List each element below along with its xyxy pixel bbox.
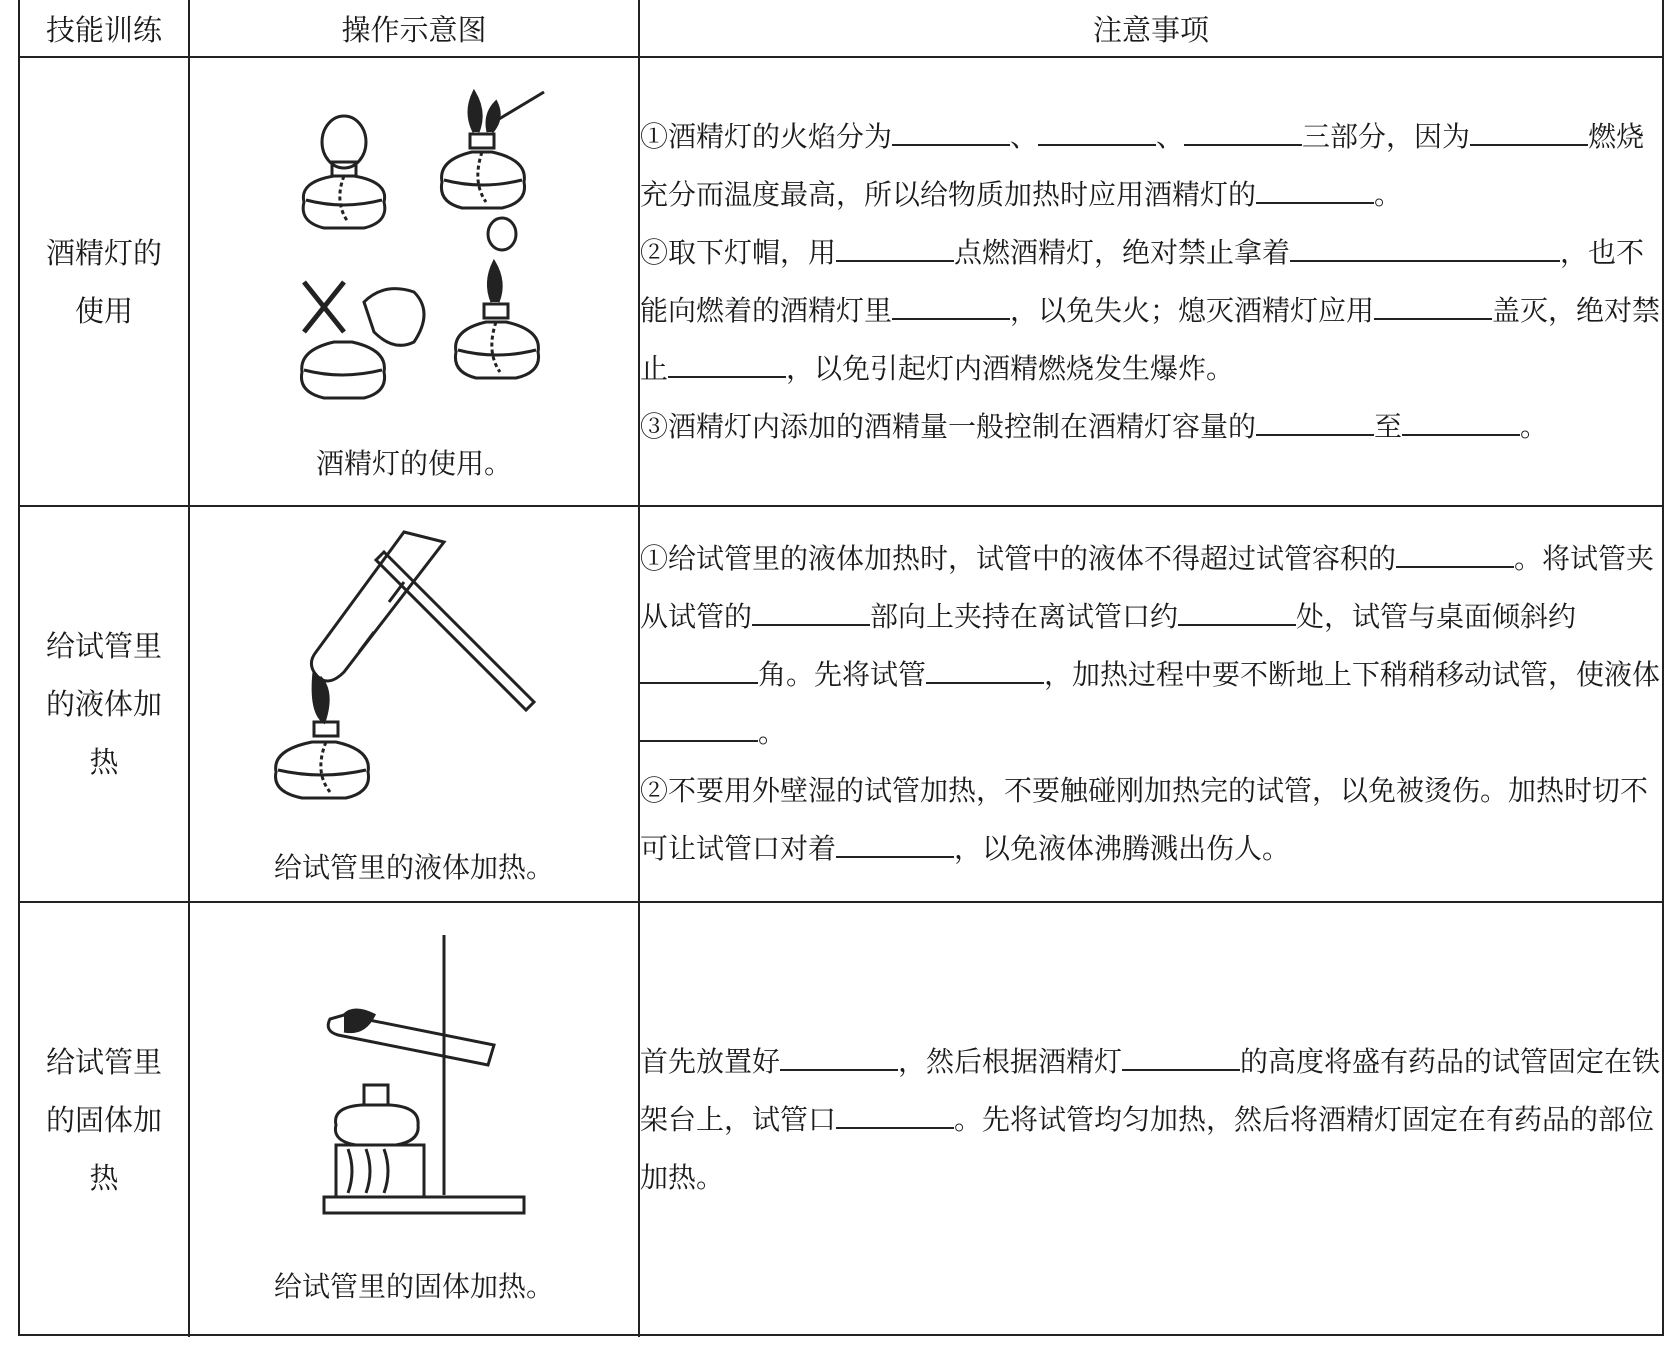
note-text: ，以免失火；熄灭酒精灯应用 (1010, 293, 1375, 327)
note-text: 。 (1520, 409, 1549, 443)
fill-in-blank[interactable] (836, 232, 954, 262)
alcohol-lamp (276, 722, 369, 798)
fill-in-blank[interactable] (836, 1099, 954, 1129)
note-paragraph (640, 398, 1662, 456)
diagram-caption: 给试管里的液体加热。 (273, 851, 554, 884)
note-text: 盖灭，绝对禁止 (640, 293, 1661, 385)
header-diagram: 操作示意图 (189, 0, 639, 57)
notes-cell (639, 902, 1662, 1337)
lamp-lit-correct (455, 218, 538, 378)
table-row (20, 57, 1662, 506)
diagram-cell (189, 506, 639, 902)
notes-content (640, 530, 1662, 878)
note-text: 点燃酒精灯，绝对禁止拿着 (954, 235, 1291, 269)
note-text: 、 (1156, 119, 1185, 153)
heating-liquid-illustration (264, 522, 564, 812)
fill-in-blank[interactable] (1038, 116, 1156, 146)
skill-label: 给试管里的固体加热 (45, 1045, 162, 1195)
fill-in-blank[interactable] (640, 654, 758, 684)
fill-in-blank[interactable] (1122, 1041, 1240, 1071)
diagram-cell (189, 57, 639, 506)
fill-in-blank[interactable] (640, 712, 758, 742)
note-paragraph (640, 224, 1662, 398)
diagram-caption: 酒精灯的使用。 (315, 446, 512, 480)
skill-cell (20, 57, 189, 506)
note-text: 角。先将试管 (758, 658, 927, 691)
note-text: 的高度将盛有药品的试管固定在铁架台上，试管口 (640, 1045, 1661, 1136)
note-text: 处，试管与桌面倾斜约 (1296, 600, 1577, 633)
notes-cell (639, 506, 1662, 902)
lamp-with-cap (303, 116, 385, 228)
fill-in-blank[interactable] (892, 290, 1010, 320)
fill-in-blank[interactable] (1396, 538, 1514, 568)
diagram-caption: 给试管里的固体加热。 (273, 1270, 554, 1303)
note-text: ①酒精灯的火焰分为 (640, 119, 893, 153)
note-text: 。 (758, 716, 787, 749)
note-text: 。 (1374, 177, 1403, 211)
note-paragraph (640, 530, 1662, 762)
notes-cell (639, 57, 1662, 506)
skill-label: 酒精灯的使用 (45, 235, 162, 328)
heating-solid-illustration (264, 935, 564, 1225)
note-text: 首先放置好 (640, 1045, 781, 1078)
fill-in-blank[interactable] (1256, 174, 1374, 204)
note-text: ，以免引起灯内酒精燃烧发生爆炸。 (786, 351, 1235, 385)
alcohol-lamp (335, 1085, 418, 1145)
fill-in-blank[interactable] (1184, 116, 1302, 146)
fill-in-blank[interactable] (1256, 406, 1374, 436)
fill-in-blank[interactable] (780, 1041, 898, 1071)
diagram-cell (189, 902, 639, 1337)
fill-in-blank[interactable] (1374, 290, 1492, 320)
wood-block (336, 1145, 424, 1197)
header-notes: 注意事项 (639, 0, 1662, 57)
fill-in-blank[interactable] (836, 828, 954, 858)
note-text: ，也不能向燃着的酒精灯里 (640, 235, 1645, 327)
test-tube-holder (376, 552, 534, 710)
note-text: 三部分，因为 (1302, 119, 1471, 153)
lamp-wrong-lighting (301, 282, 424, 398)
note-text: 。先将试管均匀加热，然后将酒精灯固定在有药品的部位加热。 (640, 1103, 1655, 1194)
note-paragraph (640, 1033, 1662, 1207)
skill-cell (20, 902, 189, 1337)
skills-table (18, 0, 1664, 1336)
header-row (20, 0, 1662, 57)
lamp-lit-by-match (441, 92, 544, 208)
table-row (20, 902, 1662, 1337)
note-text: 、 (1010, 119, 1039, 153)
fill-in-blank[interactable] (892, 116, 1010, 146)
note-text: 燃烧充分而温度最高，所以给物质加热时应用酒精灯的 (640, 119, 1645, 211)
fill-in-blank[interactable] (1402, 406, 1520, 436)
note-text: ①给试管里的液体加热时，试管中的液体不得超过试管容积的 (640, 542, 1397, 575)
table-row (20, 506, 1662, 902)
note-paragraph (640, 108, 1662, 224)
table (20, 0, 1662, 1337)
skill-label: 给试管里的液体加热 (45, 629, 162, 779)
fill-in-blank[interactable] (1290, 232, 1560, 262)
header-skill: 技能训练 (20, 0, 189, 57)
note-text: ，然后根据酒精灯 (898, 1045, 1123, 1078)
fill-in-blank[interactable] (752, 596, 870, 626)
note-text: ，以免液体沸腾溅出伤人。 (954, 832, 1291, 865)
note-text: 。将试管夹从试管的 (640, 542, 1655, 633)
note-text: ②不要用外壁湿的试管加热，不要触碰刚加热完的试管，以免被烫伤。加热时切不可让试管口对着 (640, 774, 1649, 865)
note-text: ③酒精灯内添加的酒精量一般控制在酒精灯容量的 (640, 409, 1257, 443)
skill-cell (20, 506, 189, 902)
note-text: 至 (1374, 409, 1403, 443)
note-paragraph (640, 762, 1662, 878)
note-text: ②取下灯帽，用 (640, 235, 837, 269)
note-text: ，加热过程中要不断地上下稍稍移动试管，使液体 (1044, 658, 1661, 691)
note-text: 部向上夹持在离试管口约 (870, 600, 1179, 633)
notes-content (640, 1033, 1662, 1207)
alcohol-lamp-illustration (264, 82, 564, 422)
fill-in-blank[interactable] (926, 654, 1044, 684)
fill-in-blank[interactable] (668, 348, 786, 378)
notes-content (640, 108, 1662, 456)
fill-in-blank[interactable] (1178, 596, 1296, 626)
fill-in-blank[interactable] (1470, 116, 1588, 146)
